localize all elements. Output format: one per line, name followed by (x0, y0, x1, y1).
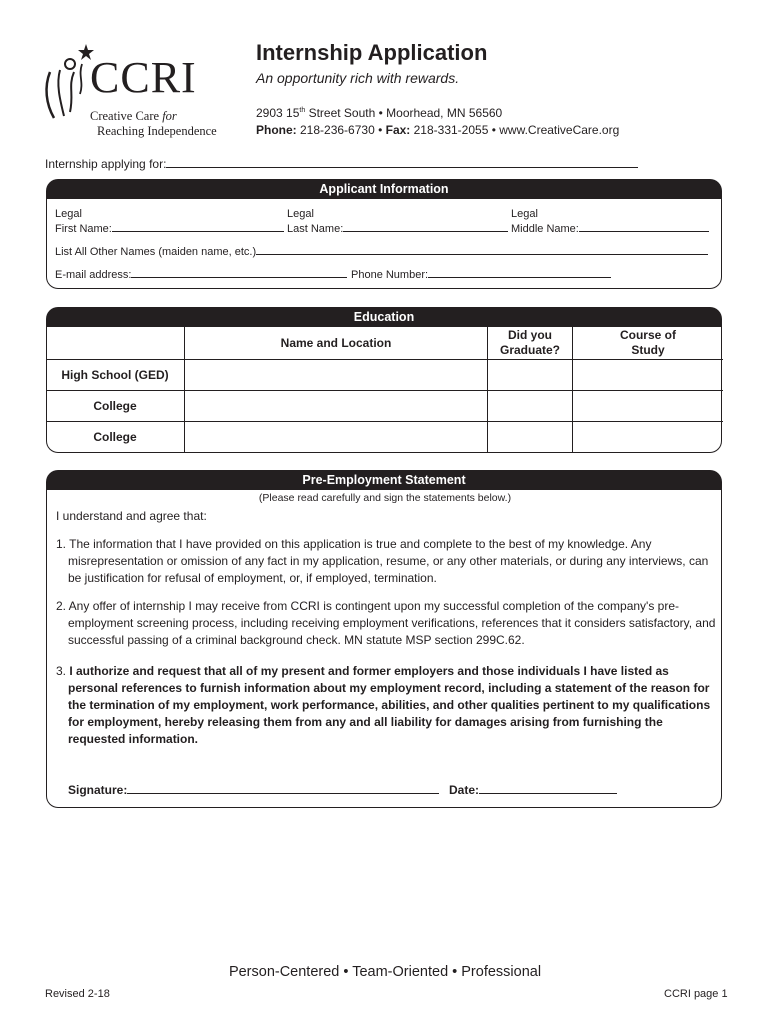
statement-paragraph-1: 1. The information that I have provided on this application is true and complete to the best of my knowledge. Any misrepresentation or omission of any fact in my application, resume, or any other materials, or during any interviews, can be justification for refusal of employment, or, if employed, termination. (56, 537, 709, 585)
last-name-row (287, 220, 508, 235)
logo-tagline-1 (90, 109, 177, 124)
college-2-graduate-input[interactable] (488, 422, 573, 453)
signature-input[interactable] (127, 782, 439, 794)
statement-paragraph-3-number: 3. (56, 664, 70, 678)
college-1-graduate-input[interactable] (488, 391, 573, 422)
education-header-row (46, 327, 723, 360)
high-school-graduate-input[interactable] (488, 360, 573, 391)
fax-label: Fax: (385, 123, 411, 137)
first-name-legal: Legal (55, 208, 82, 220)
internship-applying-input[interactable] (166, 156, 638, 168)
fax-value: 218-331-2055 • www.CreativeCare.org (410, 123, 620, 137)
other-names-input[interactable] (256, 243, 708, 255)
college-2-course-input[interactable] (573, 422, 724, 453)
education-table (46, 327, 723, 452)
first-name-label: First Name: (55, 223, 112, 235)
first-name-input[interactable] (112, 220, 284, 232)
first-name-row (55, 220, 284, 235)
date-label: Date: (449, 783, 480, 797)
phone-number-label: Phone Number: (351, 269, 429, 281)
email-row (55, 266, 347, 281)
logo-tagline-1b: for (162, 109, 177, 123)
col-graduate (488, 327, 573, 360)
logo-tagline-1a: Creative Care (90, 109, 160, 123)
statement-intro: I understand and agree that: (56, 509, 207, 523)
phone-number-field[interactable] (428, 266, 611, 278)
address-city: Street South • Moorhead, MN 56560 (305, 106, 503, 120)
logo-brand-text: CCRI (90, 53, 197, 102)
date-row (449, 782, 617, 796)
college-1-name-input[interactable] (185, 391, 488, 422)
college-2-name-input[interactable] (185, 422, 488, 453)
address-sup: th (299, 107, 306, 114)
high-school-name-input[interactable] (185, 360, 488, 391)
middle-name-label: Middle Name: (511, 223, 579, 235)
last-name-label: Last Name: (287, 223, 344, 235)
middle-name-legal: Legal (511, 208, 538, 220)
phone-row (351, 266, 611, 281)
col-course-1: Course of (619, 328, 676, 342)
statement-heading: Pre-Employment Statement (46, 470, 722, 490)
college-1-course-input[interactable] (573, 391, 724, 422)
col-name-location: Name and Location (185, 327, 488, 360)
logo-tagline-2: Reaching Independence (97, 124, 217, 138)
address (256, 106, 502, 120)
applicant-info-heading: Applicant Information (46, 179, 722, 199)
col-course (573, 327, 724, 360)
statement-paragraph-3 (56, 663, 718, 748)
address-street: 2903 15 (256, 106, 300, 120)
education-heading: Education (46, 307, 722, 327)
email-label: E-mail address: (55, 269, 132, 281)
middle-name-input[interactable] (579, 220, 709, 232)
high-school-course-input[interactable] (573, 360, 724, 391)
statement-paragraph-3-text: I authorize and request that all of my present and former employers and those individuals I have listed as personal references to furnish information about my employment record, including a statement of the reason for the termination of my employment, work performance, abilities, and other qualities pertinent to my qualifications for employment, hereby releasing them from any and all liability for damages arising from furnishing the requested information. (68, 664, 711, 746)
last-name-input[interactable] (343, 220, 508, 232)
signature-row (68, 782, 439, 796)
revision-label: Revised 2-18 (45, 988, 110, 1000)
middle-name-row (511, 220, 709, 235)
row-label-high-school: High School (GED) (46, 360, 185, 391)
col-graduate-1: Did you (508, 328, 552, 342)
page-number: CCRI page 1 (664, 988, 728, 1000)
email-field[interactable] (131, 266, 347, 278)
footer-tagline: Person-Centered • Team-Oriented • Professional (228, 964, 542, 980)
row-label-college-2: College (46, 422, 185, 453)
table-row (46, 391, 723, 422)
col-course-2: Study (631, 343, 665, 357)
ccri-logo (40, 42, 220, 142)
page-title: Internship Application (256, 40, 488, 65)
statement-note: (Please read carefully and sign the statements below.) (258, 492, 512, 504)
internship-applying-row (45, 156, 638, 171)
other-names-row (55, 243, 708, 258)
page-subtitle: An opportunity rich with rewards. (256, 70, 460, 86)
last-name-legal: Legal (287, 208, 314, 220)
other-names-label: List All Other Names (maiden name, etc.) (55, 246, 257, 258)
signature-label: Signature: (68, 783, 128, 797)
contact-line (256, 123, 619, 137)
col-graduate-2: Graduate? (499, 343, 560, 357)
row-label-college-1: College (46, 391, 185, 422)
table-row (46, 360, 723, 391)
phone-label: Phone: (256, 123, 297, 137)
phone-value: 218-236-6730 • (296, 123, 386, 137)
education-corner-cell (46, 327, 185, 360)
date-input[interactable] (479, 782, 617, 794)
statement-paragraph-2: 2. Any offer of internship I may receive from CCRI is contingent upon my successful completion of the company's pre-employment screening process, including receiving employment verifications, references that it considers satisfactory, and successful passing of a criminal background check. MN statute MSP section 299C.62. (56, 599, 716, 647)
internship-applying-label: Internship applying for: (45, 157, 167, 171)
table-row (46, 422, 723, 453)
